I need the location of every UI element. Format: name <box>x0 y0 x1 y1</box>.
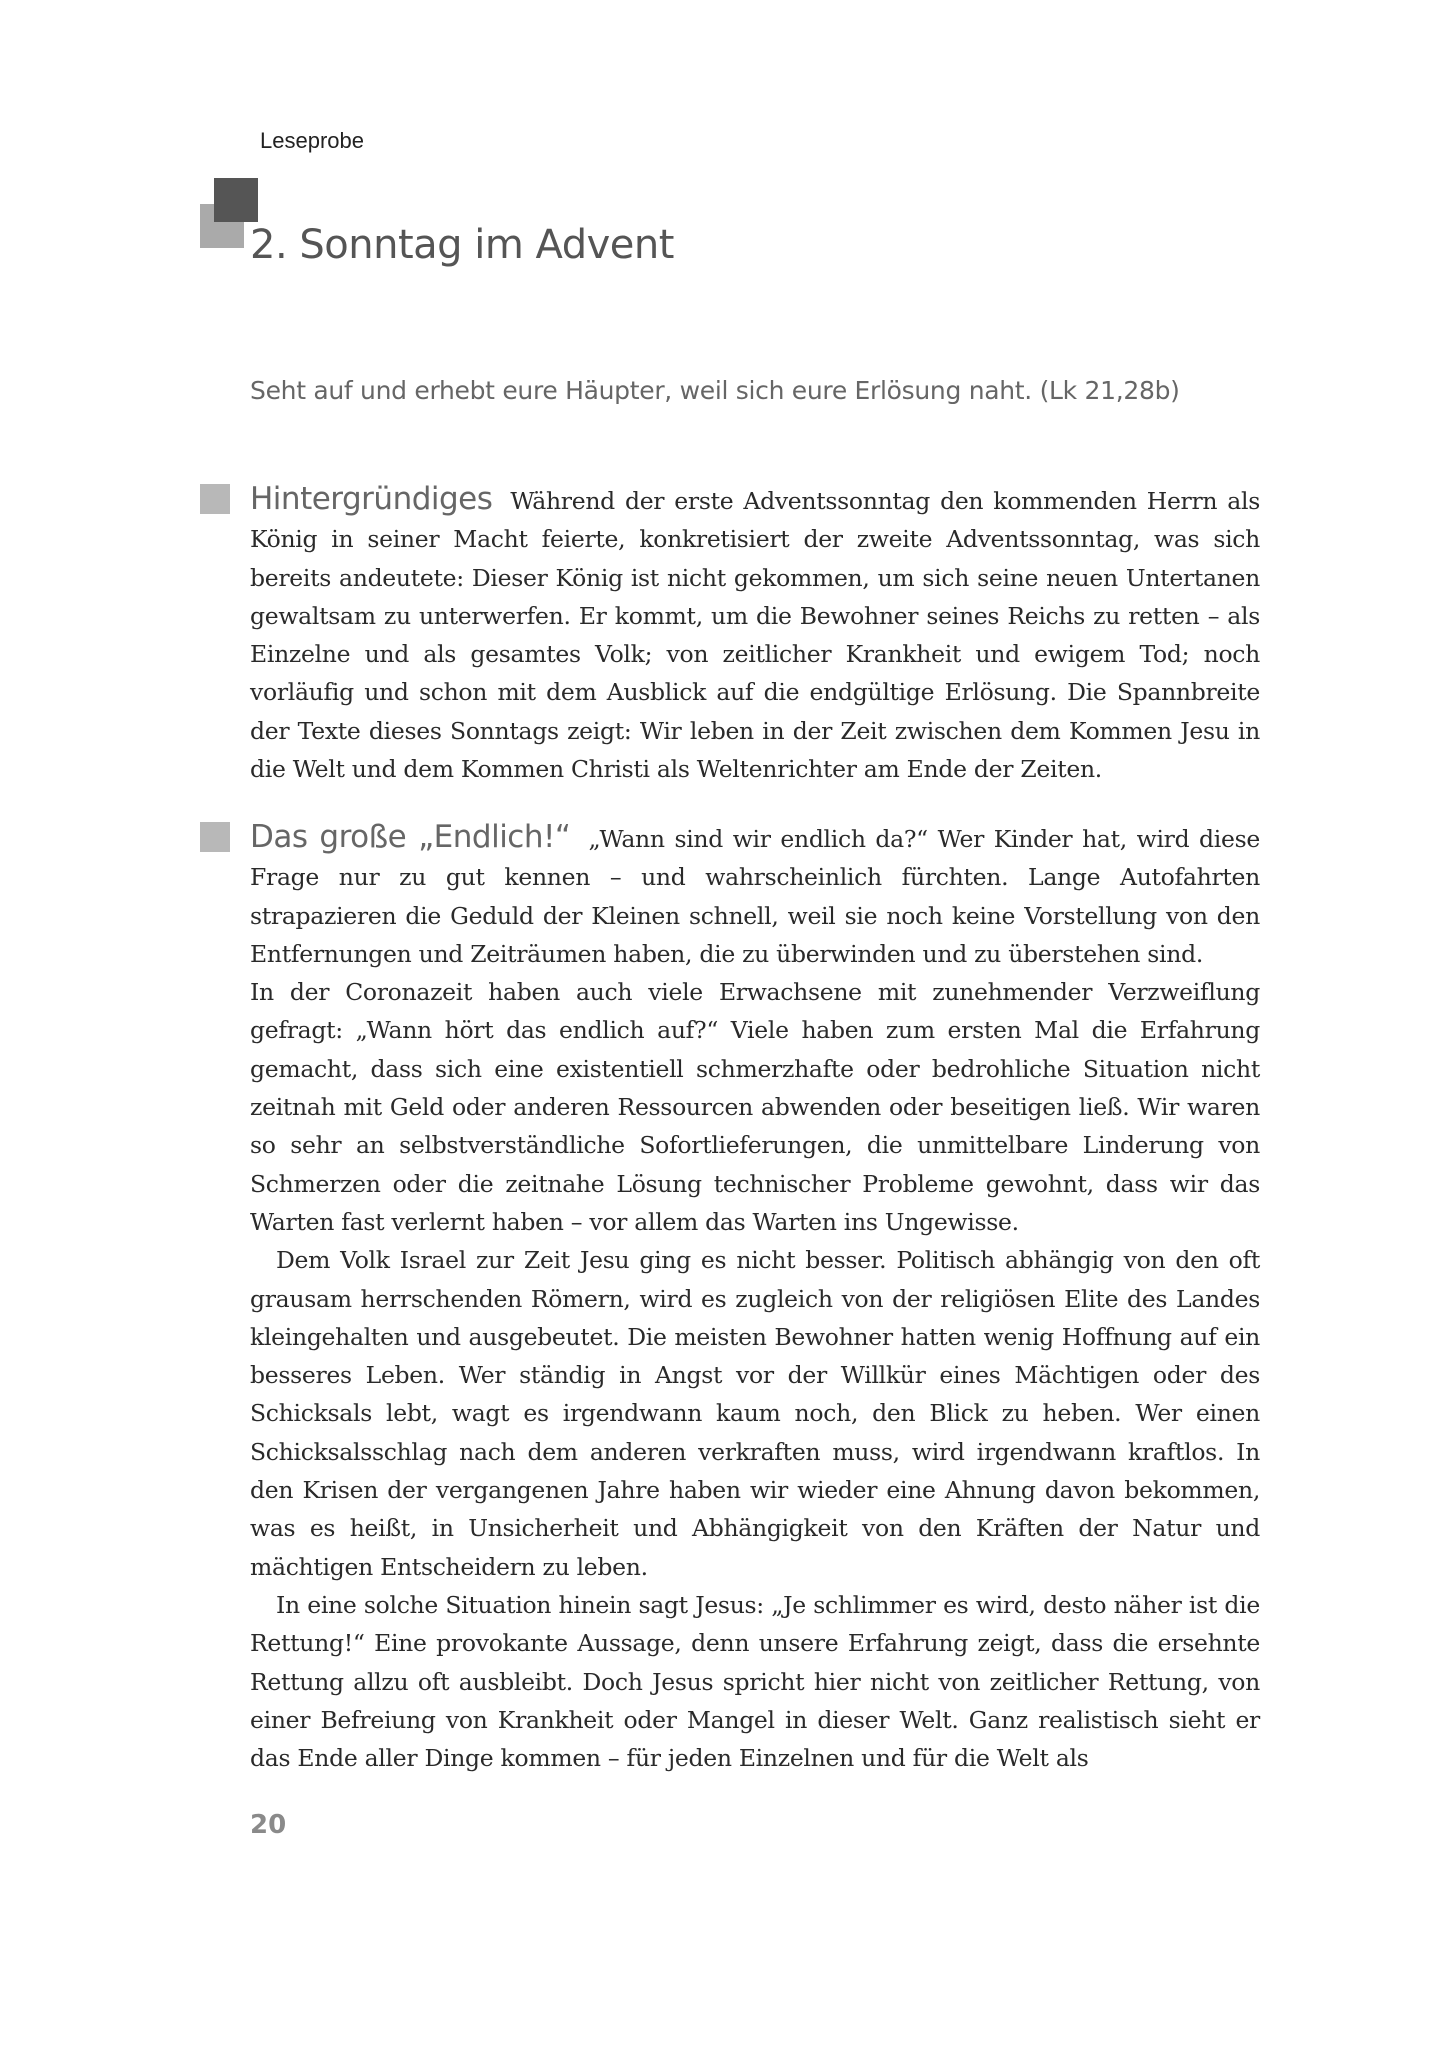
motto-verse: Seht auf und erhebt eure Häupter, weil sich eure Erlösung naht. (Lk 21,28b) <box>250 376 1180 405</box>
section-heading: Das große „Endlich!“ <box>250 819 571 855</box>
page-number: 20 <box>250 1810 287 1840</box>
section-paragraph <box>250 480 1260 788</box>
section-hintergruendiges <box>250 480 1260 788</box>
paragraph-text: „Wann sind wir endlich da?“ Wer Kinder hat, wird diese Frage nur zu gut kennen – und wahrscheinlich fürchten. Lange Autofahrten strapazieren die Geduld der Kleinen schnell, weil sie noch keine Vorstellung von den Entfernungen und Zeiträumen haben, die zu überwinden und zu überstehen sind. <box>250 825 1260 968</box>
chapter-title: 2. Sonntag im Advent <box>250 222 674 268</box>
section-heading: Hintergründiges <box>250 481 493 517</box>
section-paragraph: Dem Volk Israel zur Zeit Jesu ging es nicht besser. Politisch abhängig von den oft grausam herrschenden Römern, wird es zugleich von der religiösen Elite des Landes kleingehalten und ausgebeutet. Die meisten Bewohner hatten wenig Hoffnung auf ein besseres Leben. Wer ständig in Angst vor der Willkür eines Mächtigen oder des Schicksals lebt, wagt es irgendwann kaum noch, den Blick zu heben. Wer einen Schicksalsschlag nach dem anderen verkraften muss, wird irgendwann kraftlos. In den Krisen der vergangenen Jahre haben wir wieder eine Ahnung davon bekommen, was es heißt, in Unsicherheit und Abhängigkeit von den Kräften der Natur und mächtigen Entscheidern zu leben. <box>250 1246 1260 1581</box>
running-head: Leseprobe <box>260 128 364 153</box>
section-paragraph: In eine solche Situation hinein sagt Jesus: „Je schlimmer es wird, desto näher ist die Rettung!“ Eine provokante Aussage, denn unsere Erfahrung zeigt, dass die ersehnte Rettung allzu oft ausbleibt. Doch Jesus spricht hier nicht von zeitlicher Rettung, von einer Befreiung von Krankheit oder Mangel in dieser Welt. Ganz realistisch sieht er das Ende aller Dinge kommen – für jeden Einzelnen und für die Welt als <box>250 1590 1260 1773</box>
section-paragraph: In der Coronazeit haben auch viele Erwachsene mit zunehmender Verzweiflung gefragt: „Wann hört das endlich auf?“ Viele haben zum ersten Mal die Erfahrung gemacht, dass sich eine existentiell schmerzhafte oder bedrohliche Situation nicht zeitnah mit Geld oder anderen Ressourcen abwenden oder beseitigen ließ. Wir waren so sehr an selbstverständliche Sofortlieferungen, die unmittelbare Linderung von Schmerzen oder die zeitnahe Lösung technischer Probleme gewohnt, dass wir das Warten fast verlernt haben – vor allem das Warten ins Ungewisse. <box>250 978 1260 1236</box>
section-marker-icon <box>200 484 230 514</box>
section-marker-icon <box>200 822 230 852</box>
marker-square-dark <box>214 178 258 222</box>
paragraph-text: Während der erste Adventssonntag den kommenden Herrn als König in seiner Macht feierte, konkretisiert der zweite Adventssonntag, was sich bereits andeutete: Dieser König ist nicht gekommen, um sich seine neuen Untertanen gewaltsam zu unterwerfen. Er kommt, um die Bewohner seines Reichs zu retten – als Einzelne und als gesamtes Volk; von zeitlicher Krankheit und ewigem Tod; noch vorläufig und schon mit dem Ausblick auf die endgültige Erlösung. Die Spannbreite der Texte dieses Sonntags zeigt: Wir leben in der Zeit zwischen dem Kommen Jesu in die Welt und dem Kommen Christi als Weltenrichter am Ende der Zeiten. <box>250 487 1260 784</box>
section-paragraph <box>250 818 1260 973</box>
section-endlich <box>250 818 1260 1777</box>
